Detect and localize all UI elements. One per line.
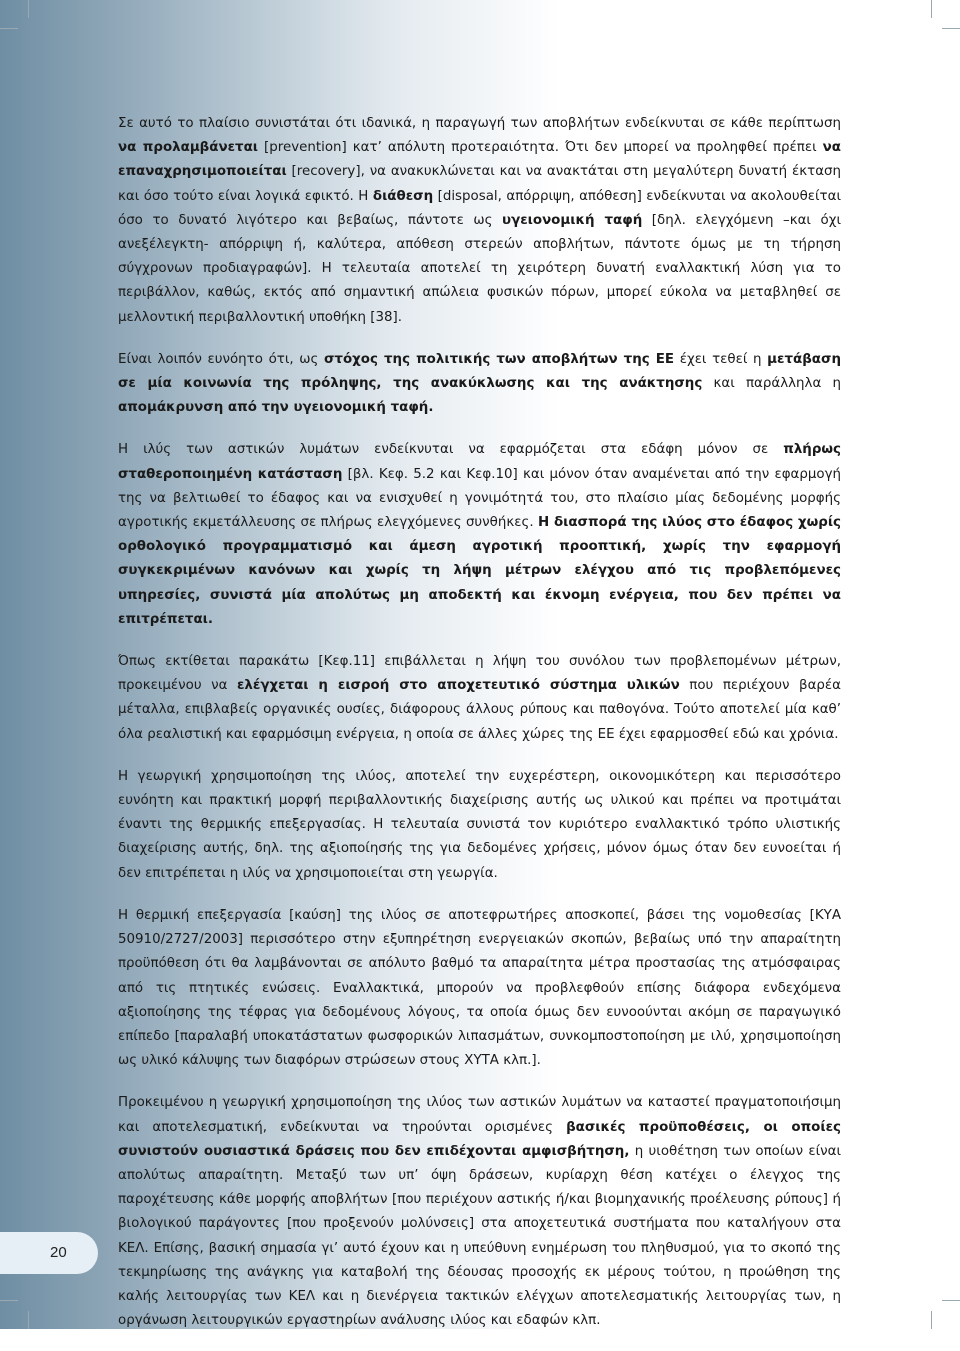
bold-text: πλήρως σταθεροποιημένη κατάσταση — [118, 442, 841, 482]
page-number: 20 — [50, 1244, 67, 1261]
paragraph — [118, 904, 841, 1073]
text-run: Όπως εκτίθεται παρακάτω [Κεφ.11] επιβάλλεται η λήψη του συνόλου των προβλεπομένων μέτρων, προκειμένου να — [118, 654, 841, 694]
crop-mark-top-left-h — [0, 28, 18, 29]
text-run: [δηλ. ελεγχόμενη –και όχι ανεξέλεγκτη- απόρριψη ή, καλύτερα, απόθεση στερεών αποβλήτων, πάντοτε όμως με τη τήρηση σύγχρονων προδιαγραφών]. Η τελευταία αποτελεί τη χειρότερη δυνατή εναλλακτική λύση για το περιβάλλον, καθώς, εκτός από σημαντική απώλεια φυσικών πόρων, μπορεί εύκολα να μεταβληθεί σε μελλοντική περιβαλλοντική υποθήκη [38]. — [118, 212, 841, 325]
bold-text: υγειονομική ταφή — [502, 212, 643, 228]
bold-text: Η διασπορά της ιλύος στο έδαφος χωρίς ορθολογικό προγραμματισμό και άμεση αγροτική προοπτική, χωρίς την εφαρμογή συγκεκριμένων κανόνων και χωρίς τη λήψη μέτρων ελέγχου από τις προβλεπόμενες υπηρεσίες, συνιστά μία απολύτως μη αποδεκτή και έκνομη ενέργεια, που δεν πρέπει να επιτρέπεται. — [118, 515, 841, 627]
bold-text: βασικές προϋποθέσεις, οι οποίες συνιστούν ουσιαστικά δράσεις που δεν επιδέχονται αμφισβήτηση, — [118, 1119, 841, 1159]
crop-mark-top-left-v — [28, 0, 29, 18]
crop-mark-bottom-right-h — [942, 1300, 960, 1301]
paragraph — [118, 438, 841, 632]
bold-text: να επαναχρησιμοποιείται — [118, 140, 841, 180]
paragraph — [118, 765, 841, 886]
text-run: [prevention] κατ’ απόλυτη προτεραιότητα. Ότι δεν μπορεί να προληφθεί πρέπει — [258, 140, 823, 156]
text-run: Προκειμένου η γεωργική χρησιμοποίηση της ιλύος των αστικών λυμάτων να καταστεί πραγματοποιήσιμη και αποτελεσματική, ενδείκνυται να τηρούνται ορισμένες — [118, 1095, 841, 1135]
crop-mark-bottom-left-v — [28, 1311, 29, 1329]
paragraph — [118, 348, 841, 421]
crop-mark-bottom-left-h — [0, 1300, 18, 1301]
text-run: και παράλληλα η — [702, 376, 841, 392]
text-run: Είναι λοιπόν ευνόητο ότι, ως — [118, 351, 324, 367]
text-run: [βλ. Κεφ. 5.2 και Κεφ.10] και μόνον όταν αναμένεται από την εφαρμογή της να βελτιωθεί το έδαφος και να ενισχυθεί η γονιμότητά του, στο πλαίσιο μίας δεδομένης μορφής αγροτικής εκμετάλλευσης σε πλήρως ελεγχόμενες συνθήκες. — [118, 466, 841, 531]
text-run: η υιοθέτηση των οποίων είναι απολύτως απαραίτητη. Μεταξύ των υπ’ όψη δράσεων, κυρίαρχη θέση κατέχει ο έλεγχος της παροχέτευσης κάθε μορφής αποβλήτων [που περιέχουν αστικής ή/και βιομηχανικής προέλευσης ρύπους] ή βιολογικού παράγοντες [που προξενούν μολύνσεις] στα αποχετευτικά συστήματα που καταλήγουν στα ΚΕΛ. Επίσης, βασική σημασία γι’ αυτό έχουν και η υπεύθυνη ενημέρωση του πληθυσμού, για το σκοπό της τεκμηρίωσης της ανάγκης για καταβολή της δέουσας προσοχής εκ μέρους τούτου, η προώθηση της καλής λειτουργίας των ΚΕΛ και η διενέργεια τακτικών ελέγχων αποτελεσματικής λειτουργίας των, η οργάνωση λειτουργικών εργαστηρίων ανάλυσης ιλύος και εδαφών κλπ. — [118, 1143, 841, 1329]
text-run: έχει τεθεί η — [674, 351, 768, 367]
bold-text: διάθεση — [372, 188, 434, 204]
paragraph — [118, 650, 841, 747]
paragraph — [118, 112, 841, 330]
text-run: Σε αυτό το πλαίσιο συνιστάται ότι ιδανικά, η παραγωγή των αποβλήτων ενδείκνυται σε κάθε περίπτωση — [118, 116, 841, 131]
text-run: Η θερμική επεξεργασία [καύση] της ιλύος σε αποτεφρωτήρες αποσκοπεί, βάσει της νομοθεσίας [ΚΥΑ 50910/2727/2003] περισσότερο στην εξυπηρέτηση ενεργειακών σκοπών, βεβαίως υπό την απαραίτητη προϋπόθεση ότι θα λαμβάνονται σε απόλυτο βαθμό τα απαραίτητα μέτρα προστασίας της ατμόσφαιρας από τις πτητικές ενώσεις. Εναλλακτικά, μπορούν να προβλεφθούν επίσης διάφορα ενδεχόμενα αξιοποίησης της τέφρας για δεδομένους λόγους, τα οποία όμως δεν ευνοούνται ακόμη σε παραγωγικό επίπεδο [παραλαβή υποκατάστατων φωσφορικών λιπασμάτων, συνκομποστοποίηση με ιλύ, χρησιμοποίηση ως υλικό κάλυψης των διαφόρων στρώσεων στους ΧΥΤΑ κλπ.]. — [118, 907, 841, 1069]
page-number-badge — [0, 1232, 98, 1274]
text-run: [recovery], να ανακυκλώνεται και να ανακτάται στη μεγαλύτερη δυνατή έκταση και όσο τούτο είναι λογικά εφικτό. Η — [118, 164, 841, 204]
text-run: που περιέχουν βαρέα μέταλλα, επιβλαβείς οργανικές ουσίες, διάφορους άλλους ρύπους και παθογόνα. Τούτο αποτελεί μία καθ’ όλα ρεαλιστική και εφαρμόσιμη ενέργεια, η οποία σε άλλες χώρες της ΕΕ έχει εφαρμοσθεί εδώ και χρόνια. — [118, 678, 841, 742]
text-run: Η ιλύς των αστικών λυμάτων ενδείκνυται να εφαρμόζεται στα εδάφη μόνον σε — [118, 442, 784, 458]
text-run: Η γεωργική χρησιμοποίηση της ιλύος, αποτελεί την ευχερέστερη, οικονομικότερη και περισσότερο ευνόητη και πρακτική μορφή περιβαλλοντικής διαχείρισης αυτής ως υλικού και πρέπει να προτιμάται έναντι της θερμικής επεξεργασίας. Η τελευταία συνιστά τον κυριότερο εναλλακτικό τρόπο υλιστικής διαχείρισης αυτής, δηλ. της αξιοποίησής της για δεδομένες χρήσεις, μόνον όμως όταν δεν ευνοείται ή δεν επιτρέπεται η ιλύς να χρησιμοποιείται στη γεωργία. — [118, 768, 841, 881]
paragraph — [118, 1091, 841, 1333]
bold-text: στόχος της πολιτικής των αποβλήτων της ΕΕ — [324, 351, 675, 367]
bold-text: ελέγχεται η εισροή στο αποχετευτικό σύστημα υλικών — [236, 678, 680, 694]
crop-mark-top-right-h — [942, 28, 960, 29]
bold-text: μετάβαση σε μία κοινωνία της πρόληψης, της ανακύκλωσης και της ανάκτησης — [118, 351, 841, 392]
crop-mark-top-right-v — [931, 0, 932, 18]
text-run: [disposal, απόρριψη, απόθεση] ενδείκνυται να ακολουθείται όσο το δυνατό λιγότερο και βεβαίως, πάντοτε ως — [118, 188, 841, 228]
bold-text: απομάκρυνση από την υγειονομική ταφή. — [118, 400, 434, 416]
body-text — [118, 112, 841, 1351]
bold-text: να προλαμβάνεται — [118, 140, 258, 156]
crop-mark-bottom-right-v — [931, 1311, 932, 1329]
